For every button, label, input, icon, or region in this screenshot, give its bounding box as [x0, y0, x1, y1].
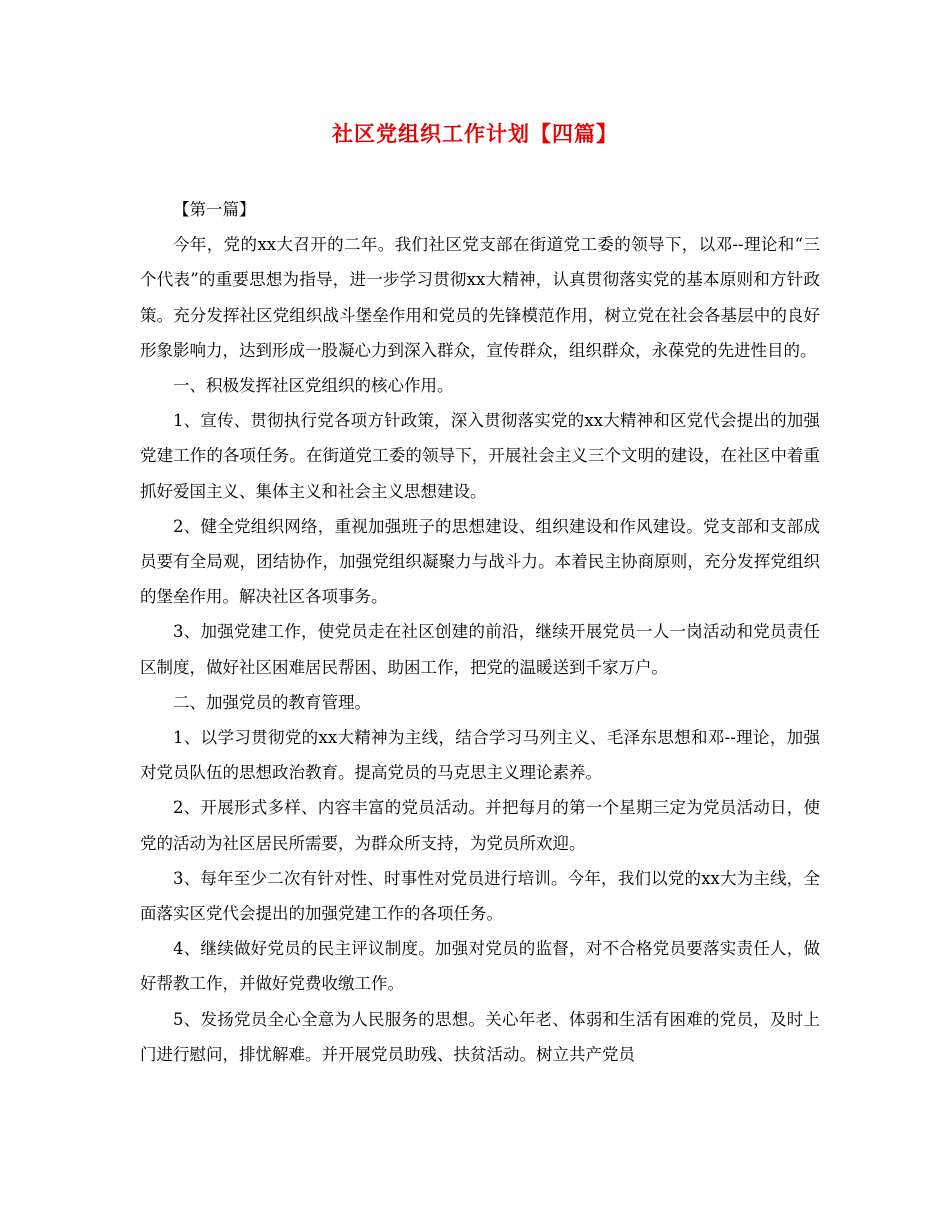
- document-body: [140, 192, 820, 1072]
- section-heading-1: 一、积极发挥社区党组织的核心作用。: [173, 376, 454, 396]
- section-1-item-3: 3、加强党建工作，使党员走在社区创建的前沿，继续开展党员一人一岗活动和党员责任区制度，做好社区困难居民帮困、助困工作，把党的温暖送到千家万户。: [140, 622, 820, 677]
- section-2-item-3: 3、每年至少二次有针对性、时事性对党员进行培训。今年，我们以党的xx大为主线，全面落实区党代会提出的加强党建工作的各项任务。: [140, 868, 820, 924]
- section-1-item-2: 2、健全党组织网络，重视加强班子的思想建设、组织建设和作风建设。党支部和支部成员要有全局观，团结协作，加强党组织凝聚力与战斗力。本着民主协商原则，充分发挥党组织的堡垒作用。解决社区各项事务。: [140, 516, 820, 607]
- intro-paragraph: 今年，党的xx大召开的二年。我们社区党支部在街道党工委的领导下，以邓--理论和“三个代表”的重要思想为指导，进一步学习贯彻xx大精神，认真贯彻落实党的基本原则和方针政策。充分发挥社区党组织战斗堡垒作用和党员的先锋模范作用，树立党在社会各基层中的良好形象影响力，达到形成一股凝心力到深入群众，宣传群众，组织群众，永葆党的先进性目的。: [140, 235, 820, 360]
- section-2-item-1: 1、以学习贯彻党的xx大精神为主线，结合学习马列主义、毛泽东思想和邓--理论，加强对党员队伍的思想政治教育。提高党员的马克思主义理论素养。: [140, 728, 820, 783]
- part-label: 【第一篇】: [173, 200, 256, 219]
- section-2-item-2: 2、开展形式多样、内容丰富的党员活动。并把每月的第一个星期三定为党员活动日，使党的活动为社区居民所需要，为群众所支持，为党员所欢迎。: [140, 798, 820, 853]
- section-2-item-4: 4、继续做好党员的民主评议制度。加强对党员的监督，对不合格党员要落实责任人，做好帮教工作，并做好党费收缴工作。: [140, 939, 820, 994]
- document-title: 社区党组织工作计划【四篇】: [332, 121, 618, 146]
- section-2-item-5: 5、发扬党员全心全意为人民服务的思想。关心年老、体弱和生活有困难的党员，及时上门进行慰问，排忧解难。并开展党员助残、扶贫活动。树立共产党员: [140, 1009, 820, 1064]
- section-1-item-1: 1、宣传、贯彻执行党各项方针政策，深入贯彻落实党的xx大精神和区党代会提出的加强党建工作的各项任务。在街道党工委的领导下，开展社会主义三个文明的建设，在社区中着重抓好爱国主义、集体主义和社会主义思想建设。: [140, 411, 820, 501]
- section-heading-2: 二、加强党员的教育管理。: [173, 692, 371, 712]
